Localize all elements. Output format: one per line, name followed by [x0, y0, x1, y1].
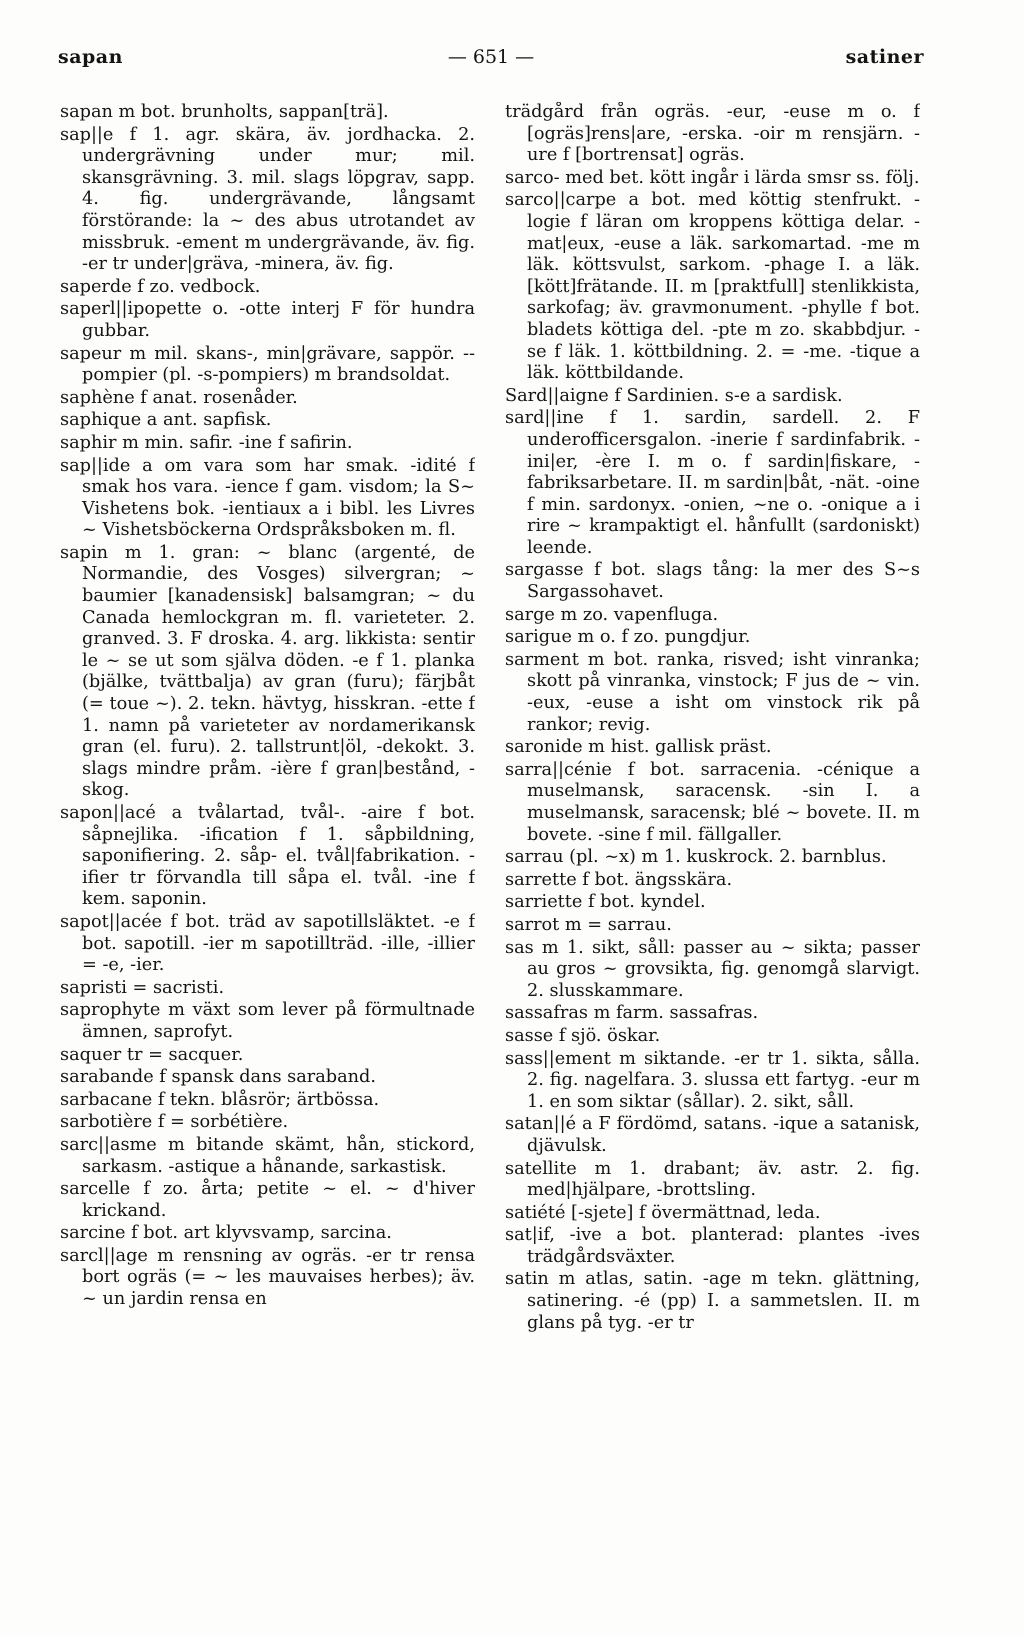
right-column [505, 102, 920, 1522]
dictionary-entry: satin m atlas, satin. -age m tekn. glättning, satinering. -é (pp) I. a sammetslen. II. m glans på tyg. -er tr [505, 1269, 920, 1333]
dictionary-entry: sapon||acé a tvålartad, tvål-. -aire f bot. såpnejlika. -ification f 1. såpbildning, saponifiering. 2. såp- el. tvål|fabrikation. -ifier tr förvandla till såpa el. tvål. -ine f kem. saponin. [60, 803, 475, 910]
dictionary-entry: sarco- med bet. kött ingår i lärda smsr ss. följ. [505, 167, 920, 188]
left-column [60, 102, 475, 1522]
dictionary-entry: sarrau (pl. ~x) m 1. kuskrock. 2. barnblus. [505, 847, 887, 868]
dictionary-entry: sarigue m o. f zo. pungdjur. [505, 627, 751, 648]
dictionary-entry: saperde f zo. vedbock. [60, 276, 261, 297]
dictionary-entry: sasse f sjö. öskar. [505, 1025, 661, 1046]
dictionary-entry: satiété [-sjete] f övermättnad, leda. [505, 1202, 821, 1223]
dictionary-entry: sarc||asme m bitande skämt, hån, stickord, sarkasm. -astique a hånande, sarkastisk. [60, 1134, 475, 1177]
dictionary-entry: sarabande f spansk dans saraband. [60, 1067, 376, 1088]
dictionary-entry: sarriette f bot. kyndel. [505, 892, 706, 913]
dictionary-entry: saperl||ipopette o. -otte interj F för hundra gubbar. [60, 299, 475, 341]
dictionary-entry: sarbacane f tekn. blåsrör; ärtbössa. [60, 1089, 380, 1110]
dictionary-entry: sapeur m mil. skans-, min|grävare, sappör. --pompier (pl. -s-pompiers) m brandsoldat. [60, 343, 475, 386]
dictionary-entry: saprophyte m växt som lever på förmultnade ämnen, saprofyt. [60, 1000, 475, 1042]
page-header [58, 46, 924, 74]
dictionary-entry: sargasse f bot. slags tång: la mer des S~s Sargassohavet. [505, 560, 920, 603]
dictionary-entry: sarco||carpe a bot. med köttig stenfrukt. -logie f läran om kroppens köttiga delar. -mat|eux, -euse a läk. sarkomartad. -me m läk. köttsvulst, sarkom. -phage I. a läk. [kött]frätande. II. m [praktfull] stenlikkista, sarkofag; äv. gravmonument. -phylle f bot. bladets köttiga del. -pte m zo. skabbdjur. -se f läk. 1. köttbildning. 2. = -me. -tique a läk. köttbildande. [505, 190, 920, 384]
two-column-body [60, 102, 926, 1522]
dictionary-entry: sas m 1. sikt, såll: passer au ~ sikta; passer au gros ~ grovsikta, fig. genomgå slarvigt. 2. slusskammare. [505, 937, 920, 1001]
dictionary-entry: sass||ement m siktande. -er tr 1. sikta, sålla. 2. fig. nagelfara. 3. slussa ett fartyg. -eur m 1. en som siktar (sållar). 2. sikt, såll. [505, 1048, 920, 1112]
dictionary-entry: sap||e f 1. agr. skära, äv. jordhacka. 2. undergrävning under mur; mil. skansgrävning. 3. mil. slags löpgrav, sapp. 4. fig. undergrävande, långsamt förstörande: la ~ des abus utrotandet av missbruk. -ement m undergrävande, äv. fig. -er tr under|gräva, -minera, äv. fig. [60, 124, 475, 275]
dictionary-entry: sarge m zo. vapenfluga. [505, 604, 719, 625]
page-number: — 651 — [447, 46, 535, 68]
dictionary-entry: trädgård från ogräs. -eur, -euse m o. f [ogräs]rens|are, -erska. -oir m rensjärn. -ure f [bortrensat] ogräs. [505, 102, 920, 166]
dictionary-entry: satan||é a F fördömd, satans. -ique a satanisk, djävulsk. [505, 1114, 920, 1156]
dictionary-entry: satellite m 1. drabant; äv. astr. 2. fig. med|hjälpare, -brottsling. [505, 1158, 920, 1201]
dictionary-entry: sapin m 1. gran: ~ blanc (argenté, de Normandie, des Vosges) silvergran; ~ baumier [kanadensisk] balsamgran; ~ du Canada hemlockgran m. fl. varieteter. 2. granved. 3. F droska. 4. arg. likkista: sentir le ~ se ut som själva döden. -e f 1. planka (bjälke, tvättbalja) av gran (furu); färjbåt (= toue ~). 2. tekn. hävtyg, hisskran. -ette f 1. namn på varieteter av nordamerikansk gran (el. furu). 2. tallstrunt|öl, -dekokt. 3. slags mindre pråm. -ière f gran|bestånd, -skog. [60, 542, 475, 801]
dictionary-entry: sarment m bot. ranka, risved; isht vinranka; skott på vinranka, vinstock; F jus de ~ vin. -eux, -euse a isht om vinstock rik på rankor; revig. [505, 649, 920, 735]
dictionary-entry: sarbotière f = sorbétière. [60, 1112, 289, 1133]
dictionary-entry: sarrette f bot. ängsskära. [505, 869, 733, 890]
dictionary-entry: saquer tr = sacquer. [60, 1044, 244, 1065]
dictionary-entry: sat|if, -ive a bot. planterad: plantes -ives trädgårdsväxter. [505, 1225, 920, 1267]
dictionary-entry: sarra||cénie f bot. sarracenia. -cénique a muselmansk, saracensk. -sin I. a muselmansk, saracensk; blé ~ bovete. II. m bovete. -sine f mil. fällgaller. [505, 759, 920, 845]
dictionary-entry: sapot||acée f bot. träd av sapotillsläktet. -e f bot. sapotill. -ier m sapotillträd. -ille, -illier = -e, -ier. [60, 911, 475, 976]
dictionary-entry: saronide m hist. gallisk präst. [505, 737, 772, 758]
dictionary-entry: sassafras m farm. sassafras. [505, 1003, 759, 1024]
dictionary-entry: sard||ine f 1. sardin, sardell. 2. F underofficersgalon. -inerie f sardinfabrik. -ini|er, -ère I. m o. f sardin|fiskare, -fabriksarbetare. II. m sardin|båt, -nät. -oine f min. sardonyx. -onien, ~ne o. -onique a i rire ~ krampaktigt el. hånfullt (sardoniskt) leende. [505, 408, 920, 558]
header-right-guide-word: satiner [845, 46, 924, 68]
header-left-guide-word: sapan [58, 46, 123, 68]
dictionary-entry: sarrot m = sarrau. [505, 914, 672, 935]
dictionary-entry: Sard||aigne f Sardinien. s-e a sardisk. [505, 385, 843, 406]
dictionary-entry: saphir m min. safir. -ine f safirin. [60, 432, 353, 453]
dictionary-entry: sapan m bot. brunholts, sappan[trä]. [60, 102, 389, 122]
dictionary-entry: sap||ide a om vara som har smak. -idité f smak hos vara. -ience f gam. visdom; la S~ Vishetens bok. -ientiaux a i bibl. les Livres ~ Vishetsböckerna Ordspråksboken m. fl. [60, 455, 475, 541]
dictionary-entry: sarcelle f zo. årta; petite ~ el. ~ d'hiver krickand. [60, 1179, 475, 1221]
dictionary-entry: sarcine f bot. art klyvsvamp, sarcina. [60, 1223, 392, 1244]
dictionary-entry: sapristi = sacristi. [60, 977, 225, 998]
dictionary-entry: saphène f anat. rosenåder. [60, 387, 298, 408]
dictionary-entry: saphique a ant. sapfisk. [60, 410, 272, 431]
dictionary-entry: sarcl||age m rensning av ogräs. -er tr rensa bort ogräs (= ~ les mauvaises herbes); äv. ~ un jardin rensa en [60, 1245, 475, 1310]
